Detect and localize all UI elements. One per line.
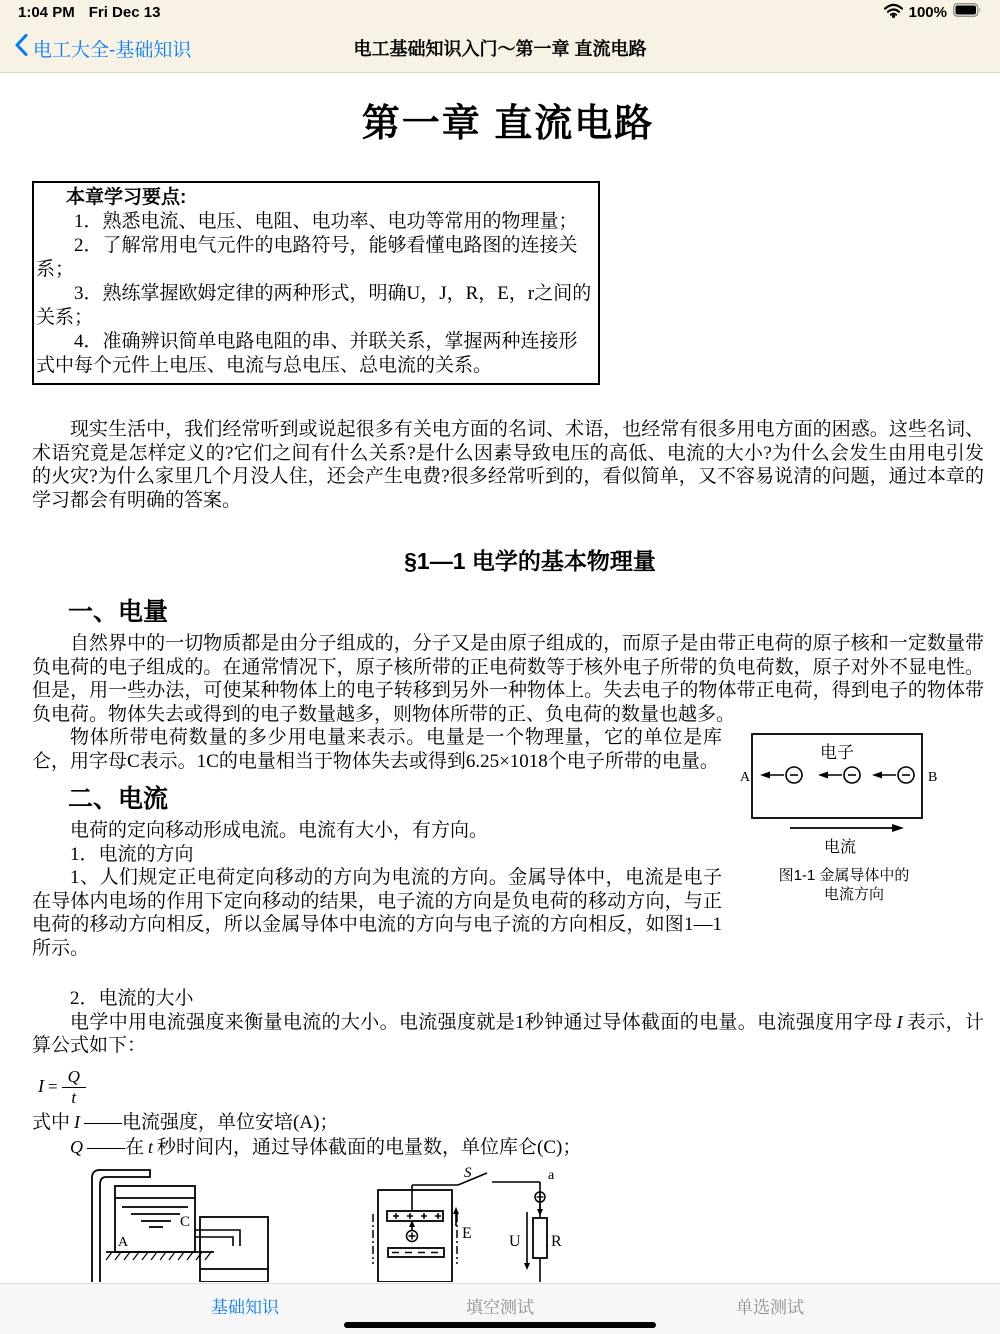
back-chevron-icon	[14, 33, 28, 63]
figure-water-analogy-and-circuit	[60, 1164, 580, 1282]
circuit-arrowheads	[409, 1207, 543, 1270]
symbol-Q: Q	[70, 1136, 83, 1157]
battery-percent: 100%	[908, 3, 947, 21]
formula-equals: =	[48, 1076, 58, 1096]
formula-current	[34, 1068, 984, 1108]
current-arrowhead	[892, 824, 904, 832]
formula-denominator: t	[71, 1088, 77, 1108]
figure3-label-a: a	[548, 1167, 555, 1183]
tab-basics[interactable]: 基础知识	[211, 1298, 279, 1317]
document-scroll-area[interactable]	[0, 74, 1000, 1283]
heading-current: 二、电流	[68, 785, 169, 813]
back-button[interactable]	[14, 33, 191, 63]
status-date: Fri Dec 13	[88, 3, 161, 21]
symbol-I: I	[74, 1111, 81, 1132]
symbol-I: I	[896, 1011, 903, 1032]
heading-charge: 一、电量	[68, 598, 169, 626]
formula-numerator: Q	[62, 1068, 86, 1089]
points-item: 4．准确辨识简单电路电阻的串、并联关系，掌握两种连接形式中每个元件上电压、电流与总电压、总电流的关系。	[36, 331, 578, 376]
figure1-caption-line1: 图1-1 金属导体中的	[778, 867, 910, 884]
figure2-label-c: C	[180, 1213, 191, 1230]
status-bar	[0, 0, 1000, 24]
figure3-label-u: U	[509, 1232, 521, 1250]
figure3-label-r: R	[551, 1232, 562, 1250]
ground-hatching	[106, 1252, 211, 1260]
paragraph-current-1: 电荷的定向移动形成电流。电流有大小，有方向。	[70, 820, 489, 841]
figure1-label-current: 电流	[823, 839, 857, 856]
figure1-label-b: B	[928, 770, 938, 785]
formula-lhs: I	[38, 1075, 44, 1096]
tab-bar	[0, 1283, 1000, 1334]
battery-icon	[953, 3, 982, 21]
figure1-label-electron: 电子	[820, 743, 854, 762]
formula-note-1: 式中 I ——电流强度，单位安培(A)；	[32, 1111, 339, 1133]
points-item: 2．了解常用电气元件的电路符号，能够看懂电路图的连接关系；	[36, 235, 578, 280]
section-title: §1—1 电学的基本物理量	[404, 548, 656, 574]
item-current-magnitude: 2．电流的大小	[70, 988, 194, 1009]
circuit-symbol-marks	[537, 1193, 544, 1200]
figure2-label-a: A	[118, 1234, 129, 1250]
wifi-icon	[884, 3, 903, 22]
paragraph-current-direction: 1、人们规定正电荷定向移动的方向为电流的方向。金属导体中，电流是电子在导体内电场的作用下定向移动的结果，电子流的方向是负电荷的移动方向，与正电荷的移动方向相反，所以金属导体中电流的方向与电子流的方向相反，如图1—1所示。	[32, 867, 722, 959]
intro-paragraph: 现实生活中，我们经常听到或说起很多有关电方面的名词、术语，也经常有很多用电方面的困惑。这些名词、术语究竟是怎样定义的?它们之间有什么关系?是什么因素导致电压的高低、电流的大小?为什么会发生由用电引发的火灾?为什么家里几个月没人住，还会产生电费?很多经常听到的，看似简单，又不容易说清的问题，通过本章的学习都会有明确的答案。	[32, 419, 984, 511]
back-label: 电工大全-基础知识	[33, 39, 192, 61]
paragraph-current-magnitude: 电学中用电流强度来衡量电流的大小。电流强度就是1秒钟通过导体截面的电量。电流强度用字母 I 表示，计算公式如下：	[32, 1011, 984, 1056]
tab-multiple-choice-test[interactable]: 单选测试	[736, 1298, 804, 1317]
formula-fraction	[62, 1068, 86, 1108]
points-item: 1．熟悉电流、电压、电阻、电功率、电功等常用的物理量；	[74, 211, 578, 232]
formula-note-2: Q ——在 t 秒时间内，通过导体截面的电量数，单位库仑(C)；	[70, 1136, 582, 1158]
chapter-title: 第一章 直流电路	[361, 103, 655, 145]
paragraph-charge-1: 自然界中的一切物质都是由分子组成的，分子又是由原子组成的，而原子是由带正电荷的原子核和一定数量带负电荷的电子组成的。在通常情况下，原子核所带的正电荷数等于核外电子所带的负电荷数，原子对外不显电性。但是，用一些办法，可使某种物体上的电子转移到另外一种物体上。失去电子的物体带正电荷，得到电子的物体带负电荷。物体失去或得到的电子数量越多，则物体所带的正、负电荷的数量也越多。	[32, 633, 984, 725]
learning-points-box	[32, 181, 600, 385]
figure-1-1	[732, 728, 984, 981]
figure3-label-s: S	[464, 1164, 472, 1181]
page-title: 电工基础知识入门～第一章 直流电路	[353, 39, 647, 59]
item-current-direction: 1．电流的方向	[70, 843, 194, 865]
figure1-caption-line2: 电流方向	[823, 886, 885, 903]
figure1-label-a: A	[740, 770, 751, 785]
home-indicator[interactable]	[344, 1322, 656, 1328]
paragraph-charge-2: 物体所带电荷数量的多少用电量来表示。电量是一个物理量，它的单位是库仑，用字母C表示。1C的电量相当于物体失去或得到6.25×1018个电子所带的电量。	[32, 727, 722, 772]
status-time: 1:04 PM	[18, 3, 75, 21]
nav-bar	[0, 24, 1000, 73]
symbol-t: t	[148, 1136, 154, 1157]
points-heading: 本章学习要点:	[66, 187, 187, 208]
figure3-label-e: E	[462, 1224, 472, 1242]
electron-symbols	[766, 767, 914, 783]
points-item: 3．熟练掌握欧姆定律的两种形式，明确U，J，R，E，r之间的关系；	[36, 283, 592, 328]
tab-fill-blank-test[interactable]: 填空测试	[466, 1298, 534, 1317]
